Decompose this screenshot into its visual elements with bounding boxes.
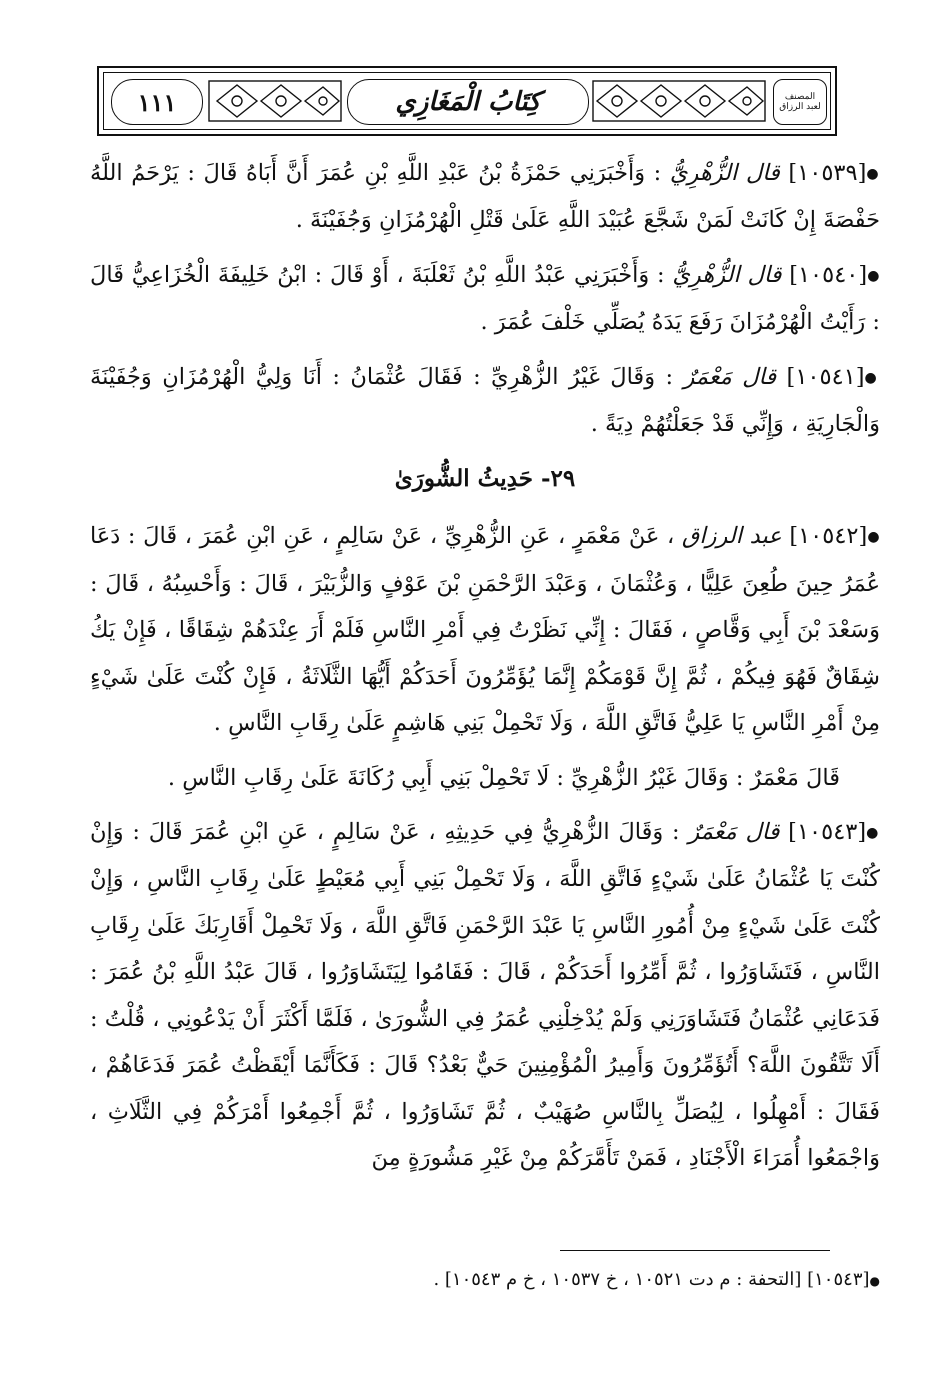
book-stamp-line2: لعبد الرزاق <box>779 102 821 112</box>
section-heading: ٢٩- حَدِيثُ الشُّورَىٰ <box>394 465 576 493</box>
hadith-number: [١٠٥٤٣] <box>788 819 867 845</box>
header-ornament-left <box>207 79 343 123</box>
book-title: كِتَابُ الْمَغَازِي <box>395 87 541 117</box>
hadith-speaker: قال الزُّهْرِيُّ <box>672 261 782 288</box>
header-ornament-right <box>591 79 767 123</box>
book-stamp <box>773 79 827 125</box>
title-cartouche <box>347 79 589 125</box>
main-text <box>90 150 880 1190</box>
hadith-speaker: قال الزُّهْرِيُّ <box>669 160 780 186</box>
footnote-text: [١٠٥٤٣] [التحفة : م دت ١٠٥٢١ ، خ ١٠٥٣٧ ، خ م ١٠٥٤٣] . <box>433 1269 870 1290</box>
page-number: ١١١ <box>137 87 177 117</box>
hadith-10539 <box>90 150 880 244</box>
bullet-icon: ● <box>866 165 881 182</box>
hadith-speaker: عبد الرزاق <box>681 523 782 550</box>
page-header <box>97 66 837 136</box>
hadith-speaker: قال مَعْمَرٌ <box>688 819 780 845</box>
book-stamp-line1: المصنف <box>784 92 816 102</box>
page-number-cartouche <box>111 79 203 125</box>
hadith-number: [١٠٥٣٩] <box>788 160 867 186</box>
hadith-number: [١٠٥٤١] <box>786 363 865 390</box>
hadith-text: : وَقَالَ غَيْرُ الزُّهْرِيِّ : فَقَالَ عُثْمَانُ : أَنَا وَلِيُّ الْهُرْمُزَانِ وَجُفَيْنَةَ وَالْجَارِيَةِ ، وَإِنِّي قَدْ جَعَلْتُهُمْ دِيَةً . <box>90 363 880 437</box>
footnote <box>380 1262 880 1299</box>
hadith-10540 <box>90 252 880 346</box>
quote-line: قَالَ مَعْمَرٌ : وَقَالَ غَيْرُ الزُّهْرِيِّ : لَا تَحْمِلْ بَنِي أَبِي رُكَانَةَ عَلَىٰ رِقَابِ النَّاسِ . <box>167 764 840 791</box>
bullet-icon: ● <box>867 529 881 545</box>
bullet-icon: ● <box>864 369 881 386</box>
bullet-icon: ● <box>867 267 880 284</box>
hadith-number: [١٠٥٤٠] <box>789 261 868 288</box>
footnote-divider <box>560 1250 830 1251</box>
hadith-speaker: قال مَعْمَرٌ <box>683 363 777 390</box>
hadith-number: [١٠٥٤٢] <box>789 523 868 550</box>
hadith-text: ، عَنْ مَعْمَرٍ ، عَنِ الزُّهْرِيِّ ، عَنْ سَالِمٍ ، عَنِ ابْنِ عُمَرَ ، قَالَ : دَعَا عُمَرُ حِينَ طُعِنَ عَلِيًّا ، وَعُثْمَانَ ، وَعَبْدَ الرَّحْمَنِ بْنَ عَوْفٍ وَالزُّبَيْرَ ، قَالَ : وَأَحْسِبُهُ ، قَالَ : وَسَعْدَ بْنَ أَبِي وَقَّاصٍ ، فَقَالَ : إِنِّي نَظَرْتُ فِي أَمْرِ النَّاسِ فَلَمْ أَرَ عِنْدَهُمْ شِقَاقًا ، فَإِنْ يَكُ شِقَاقٌ فَهُوَ فِيكُمْ ، ثُمَّ إِنَّ قَوْمَكُمْ إِنَّمَا يُؤَمِّرُونَ أَحَدَكُمْ أَيُّهَا الثَّلَاثَةُ ، فَإِنْ كُنْتَ عَلَىٰ شَيْءٍ مِنْ أَمْرِ النَّاسِ يَا عَلِيُّ فَاتَّقِ اللَّهَ ، وَلَا تَحْمِلْ بَنِي هَاشِمٍ عَلَىٰ رِقَابِ النَّاسِ . <box>90 523 880 736</box>
hadith-text: : وَأَخْبَرَنِي عَبْدُ اللَّهِ بْنُ ثَعْلَبَةَ ، أَوْ قَالَ : ابْنُ خَلِيفَةَ الْخُزَاعِيُّ قَالَ : رَأَيْتُ الْهُرْمُزَانَ رَفَعَ يَدَهُ يُصَلِّي خَلْفَ عُمَرَ . <box>90 261 880 335</box>
hadith-10541 <box>90 354 880 448</box>
hadith-text: : وَأَخْبَرَنِي حَمْزَةُ بْنُ عَبْدِ اللَّهِ بْنِ عُمَرَ أَنَّ أَبَاهُ قَالَ : يَرْحَمُ اللَّهُ حَفْصَةَ إِنْ كَانَتْ لَمَنْ شَجَّعَ عُبَيْدَ اللَّهِ عَلَىٰ قَتْلِ الْهُرْمُزَانِ وَجُفَيْنَةَ . <box>90 160 880 234</box>
hadith-text: : وَقَالَ الزُّهْرِيُّ فِي حَدِيثِهِ ، عَنْ سَالِمٍ ، عَنِ ابْنِ عُمَرَ قَالَ : وَإِنْ كُنْتَ يَا عُثْمَانُ عَلَىٰ شَيْءٍ فَاتَّقِ اللَّهَ ، وَلَا تَحْمِلْ بَنِي أَبِي مُعَيْطٍ عَلَىٰ رِقَابِ النَّاسِ ، وَإِنْ كُنْتَ عَلَىٰ شَيْءٍ مِنْ أُمُورِ النَّاسِ يَا عَبْدَ الرَّحْمَنِ فَاتَّقِ اللَّهَ ، وَلَا تَحْمِلْ أَقَارِبَكَ عَلَىٰ رِقَابِ النَّاسِ ، فَتَشَاوَرُوا ، ثُمَّ أَمِّرُوا أَحَدَكُمْ ، قَالَ : فَقَامُوا لِيَتَشَاوَرُوا ، قَالَ عَبْدُ اللَّهِ بْنُ عُمَرَ : فَدَعَانِي عُثْمَانُ فَتَشَاوَرَنِي وَلَمْ يُدْخِلْنِي عُمَرُ فِي الشُّورَىٰ ، فَلَمَّا أَكْثَرَ أَنْ يَدْعُونِي ، قُلْتُ : أَلَا تَتَّقُونَ اللَّهَ؟ أَتُؤَمِّرُونَ وَأَمِيرُ الْمُؤْمِنِينَ حَيٌّ بَعْدُ؟ قَالَ : فَكَأَنَّمَا أَيْقَظْتُ عُمَرَ فَدَعَاهُمْ ، فَقَالَ : أَمْهِلُوا ، لِيُصَلِّ بِالنَّاسِ صُهَيْبٌ ، ثُمَّ تَشَاوَرُوا ، ثُمَّ أَجْمِعُوا أَمْرَكُمْ فِي الثَّلَاثِ ، وَاجْمَعُوا أُمَرَاءَ الْأَجْنَادِ ، فَمَنْ تَأَمَّرَكُمْ مِنْ غَيْرِ مَشُورَةٍ مِنَ <box>90 819 880 1172</box>
hadith-10542 <box>90 513 880 746</box>
bullet-icon: ● <box>866 824 880 841</box>
bullet-icon: ● <box>869 1274 880 1288</box>
hadith-10543 <box>90 809 880 1182</box>
